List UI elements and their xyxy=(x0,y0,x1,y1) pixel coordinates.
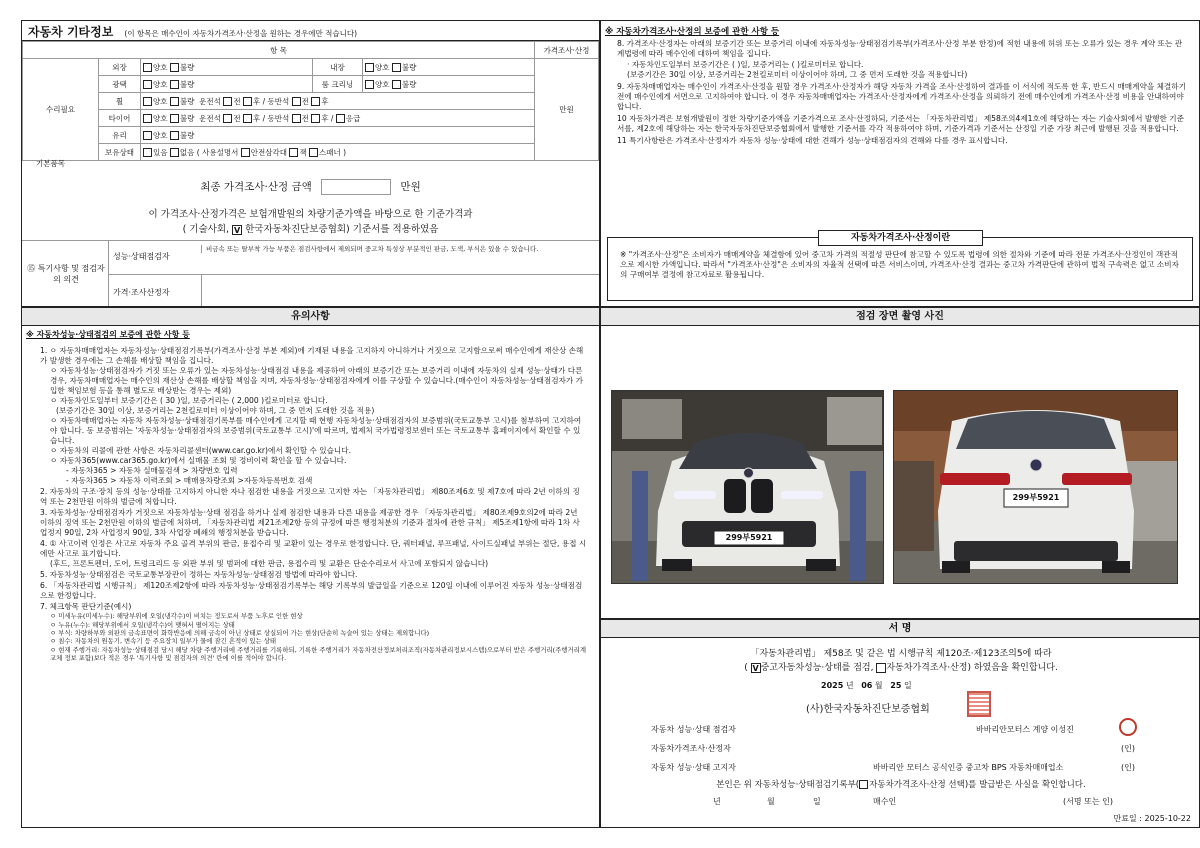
note-item: - 자동차365 > 자동차 실매물검색 > 차량번호 입력 xyxy=(66,466,238,476)
signature-title: 서 명 xyxy=(601,620,1199,638)
criteria-item: ㅇ 부식: 차량하부와 외판의 금속표면이 화학반응에 의해 금속이 아닌 상태로 상실되어 가는 현상(단순히 녹슬어 있는 상태는 제외합니다) xyxy=(50,629,430,638)
basis-opt2: 한국자동차진단보증협회) 기준서를 적용하였음 xyxy=(245,224,439,235)
note-item: ㅇ 자동차인도일부터 보증기간은 ( 30 )일, 보증거리는 ( 2,000 )킬로미터로 합니다. xyxy=(50,396,328,406)
sig-date: 2025 년 06 월 25 일 xyxy=(821,681,912,690)
tire-good-checkbox[interactable] xyxy=(143,114,152,123)
sig-line1: 「자동차관리법」 제58조 및 같은 법 시행규칙 제120조·제123조의5에 따라 xyxy=(750,649,1052,659)
buyer-sign: (서명 또는 인) xyxy=(1063,797,1113,806)
gloss-checks: 양호 불량 xyxy=(141,76,313,93)
basis-options xyxy=(22,221,599,235)
col-price: 가격조사·산정 xyxy=(535,42,599,59)
final-price-row xyxy=(22,179,599,195)
wheel-pass-rear-checkbox[interactable] xyxy=(311,97,320,106)
basis-opt1: ( 기술사회, xyxy=(182,224,230,235)
photos-panel xyxy=(600,307,1200,619)
interior-good-checkbox[interactable] xyxy=(365,63,374,72)
basic-label: 기본품목 xyxy=(36,159,65,168)
tire-driver-rear-checkbox[interactable] xyxy=(243,114,252,123)
wheel-pass-front-checkbox[interactable] xyxy=(292,97,301,106)
note-item: 2. 자동차의 구조·장치 등의 성능·상태를 고지하지 아니한 자나 점검한 내용을 거짓으로 고지한 자는 「자동차관리법」 제80조제6호 및 제7호에 따라 2년 이하의 징역 또는 2천만원 이하의 벌금에 처합니다. xyxy=(40,487,580,507)
tire-pass-rear-checkbox[interactable] xyxy=(311,114,320,123)
exterior-bad-checkbox[interactable] xyxy=(170,63,179,72)
buyer-year: 년 xyxy=(713,797,721,806)
basic-checks: 있음 없음 ( 사용설명서 안전삼각대 잭 스패너 ) xyxy=(141,144,535,161)
room-clean-checks: 양호 불량 xyxy=(362,76,534,93)
exterior-good-checkbox[interactable] xyxy=(143,63,152,72)
final-price-label: 최종 가격조사·산정 금액 xyxy=(200,181,312,193)
expiry-date: 만료일 : 2025-10-22 xyxy=(1113,814,1191,823)
criteria-item: ㅇ 누유(누수): 해당부위에서 오일(냉각수)이 맺혀서 떨어지는 상태 xyxy=(50,620,235,629)
other-info-header xyxy=(22,21,599,41)
other-info-title: 자동차 기타정보 xyxy=(28,25,114,39)
row-gloss: 광택 xyxy=(99,76,141,93)
basis-text: 이 가격조사·산정가격은 보험개발원의 차량기준가액을 바탕으로 한 기준가격과 xyxy=(148,209,473,220)
price-def-title: 자동차가격조사·산정이란 xyxy=(818,230,983,246)
special-label: ⑮ 특기사항 및 점검자의 의견 xyxy=(27,264,105,285)
sig-check2[interactable] xyxy=(876,663,886,673)
special-section xyxy=(22,240,599,307)
rear-car-illustration xyxy=(894,391,1178,584)
wheel-checks: 양호 불량 운전석 전 후 / 동반석 전 후 xyxy=(141,93,535,110)
basic-none-checkbox[interactable] xyxy=(170,148,179,157)
buyer-label: 매수인 xyxy=(873,797,897,806)
guarantee-item: · 자동차인도일부터 보증기간은 ( )일, 보증거리는 ( )킬로미터로 합니다. xyxy=(627,60,864,70)
guarantee-item: 9. 자동차매매업자는 매수인이 가격조사·산정을 원할 경우 가격조사·산정자가 해당 자동차 가격을 조사·산정하여 결과를 이 서식에 적도록 한 후, 반드시 매매계약을 체결하기 전에 매수인에게 서면으로 고지하여야 합니다. 이 경우 자동차매매업자는 가격조사·산정자에게 가격조사·산정을 의뢰하기 전에 매수인에게 가격조사·산정 비용을 안내하여야 합니다. xyxy=(617,82,1186,112)
photos-title: 점검 장면 촬영 사진 xyxy=(601,308,1199,326)
sig-price-label: 자동차가격조사·산정자 xyxy=(651,744,731,753)
notes-panel xyxy=(21,307,600,828)
front-car-photo xyxy=(611,390,884,584)
rear-car-photo xyxy=(893,390,1178,584)
interior-bad-checkbox[interactable] xyxy=(392,63,401,72)
triangle-checkbox[interactable] xyxy=(241,148,250,157)
org-seal-stamp xyxy=(967,691,991,717)
tire-emergency-checkbox[interactable] xyxy=(336,114,345,123)
row-room-clean: 룸 크리닝 xyxy=(312,76,362,93)
sig-inspector-label: 자동차 성능·상태 점검자 xyxy=(651,725,736,734)
repair-label: 수리필요 xyxy=(23,59,99,161)
note-item: ㅇ 자동차성능·상태점검자가 거짓 또는 오류가 있는 자동차성능·상태점검 내용을 제공하여 아래의 보증기간 또는 보증거리 이내에 자동차의 실제 성능·상태가 다른 경우, 자동차매매업자는 매수인의 재산상 손해를 배상할 책임을 지며, 자동차성능·상태점검자에게 이를 구상할 수 있습니다.(매수인이 자동차성능·상태점검자가 가입한 책임보험 등을 통해 별도로 배상받는 경우는 제외) xyxy=(50,366,583,396)
inspector-seal-stamp xyxy=(1119,718,1137,736)
front-plate-text: 299부5921 xyxy=(725,533,773,542)
glass-checks: 양호 불량 xyxy=(141,127,535,144)
criteria-list xyxy=(40,612,587,662)
sig-notice-label: 자동차 성능·상태 고지자 xyxy=(651,763,736,772)
price-def-box xyxy=(607,233,1193,301)
note-item: 1. ㅇ 자동차매매업자는 자동차성능·상태점검기록부(가격조사·산정 부분 제외)에 기재된 내용을 고지하지 아니하거나 거짓으로 고지함으로써 매수인에게 재산상 손해가 발생한 경우에는 그 손해를 배상할 책임을 집니다. xyxy=(40,346,584,366)
guarantee-price-panel xyxy=(600,20,1200,307)
sig-year: 2025 xyxy=(821,681,844,690)
row-exterior: 외장 xyxy=(99,59,141,76)
room-clean-bad-checkbox[interactable] xyxy=(392,80,401,89)
other-info-panel xyxy=(21,20,600,307)
notes-items xyxy=(22,346,599,662)
sig-check1[interactable]: V xyxy=(752,663,759,673)
final-price-unit: 만원 xyxy=(400,181,421,193)
sig-opt2: 자동차가격조사·산정) 하였음을 확인합니다. xyxy=(886,663,1058,673)
note-item: 3. 자동차성능·상태점검자가 거짓으로 자동차성능·상태 점검을 하거나 실제 점검한 내용과 다른 내용을 제공한 경우 「자동차관리법」 제80조제9호의2에 따라 2년 이하의 징역 또는 2천만원 이하의 벌금에 처하며, 「자동차관리법 제21조제2항 등의 규정에 따른 행정처분의 기준과 절차에 관한 규칙」 제5조제1항에 따라 1차 사업정지 90일, 2차 사업정지 90일, 3차 사업장 폐쇄의 행정처분을 받습니다. xyxy=(40,508,580,538)
criteria-item: ㅇ 침수: 자동차의 원동기, 변속기 등 주요장치 일부가 물에 잠긴 흔적이 있는 상태 xyxy=(50,637,277,646)
gloss-good-checkbox[interactable] xyxy=(143,80,152,89)
special-perf-text: 비금속 또는 탈부착 가능 부품은 점검사항에서 제외되며 중고차 특성상 부분적인 판금, 도색, 부식은 있을 수 있습니다. xyxy=(201,245,593,253)
signature-panel xyxy=(600,619,1200,828)
sig-price-in: (인) xyxy=(1121,744,1135,753)
exterior-checks: 양호 불량 xyxy=(141,59,313,76)
sig-receipt-checkbox[interactable] xyxy=(859,780,868,789)
note-item: 5. 자동차성능·상태점검은 국토교통부장관이 정하는 자동차성능·상태점검 방법에 따라야 합니다. xyxy=(40,570,358,580)
basis-opt2-checkbox[interactable]: V xyxy=(233,225,241,235)
glass-bad-checkbox[interactable] xyxy=(170,131,179,140)
note-item: (후드, 프론트펜더, 도어, 트렁크리드 등 외판 부위 및 범퍼에 대한 판금, 용접수리 및 교환은 단순수리로서 사고에 포함되지 않습니다) xyxy=(50,559,489,569)
basic-own-label: 보유상태 xyxy=(99,144,141,161)
final-price-input[interactable] xyxy=(321,179,391,195)
wheel-driver-rear-checkbox[interactable] xyxy=(243,97,252,106)
sig-month: 06 xyxy=(861,681,873,690)
tire-driver-front-checkbox[interactable] xyxy=(223,114,232,123)
sig-line2: ( V 중고자동차성능·상태를 점검, 자동차가격조사·산정) 하였음을 확인합니다. xyxy=(744,663,1058,673)
rear-plate-text: 299부5921 xyxy=(1012,493,1060,502)
guarantee-price-title: ※ 자동차가격조사·산정의 보증에 관한 사항 등 xyxy=(605,27,780,37)
note-item: 4. ① 사고이력 인정은 사고로 자동차 주요 골격 부위의 판금, 용접수리 및 교환이 있는 경우로 한정합니다. 단, 쿼터패널, 루프패널, 사이드실패널 부위는 절단, 용접 시에만 사고로 표기합니다. xyxy=(40,539,587,559)
buyer-month: 월 xyxy=(767,797,775,806)
row-interior: 내장 xyxy=(312,59,362,76)
sig-notice-in: (인) xyxy=(1121,763,1135,772)
sig-org: (사)한국자동차진단보증협회 xyxy=(806,704,930,715)
price-def-text: ※ "가격조사·산정"은 소비자가 매매계약을 체결함에 있어 중고차 가격의 적절성 판단에 참고할 수 있도록 법령에 의한 절차와 기준에 따라 전문 가격조사·산정인이 객관적으로 제시한 가액입니다. 따라서 "가격조사·산정"은 소비자의 자율적 선택에 따른 서비스이며, 가격조사·산정 결과는 중고차 가격판단에 관하여 법적 구속력은 없고 소비자의 구매여부 결정에 참고자료로 활용됩니다. xyxy=(620,250,1179,280)
wheel-good-checkbox[interactable] xyxy=(143,97,152,106)
sig-notice-value: 바바리안 모터스 공식인증 중고차 BPS 자동차매매업소 xyxy=(873,763,1064,772)
special-price-label: 가격·조사산정자 xyxy=(113,288,170,297)
other-info-table xyxy=(22,41,599,161)
guarantee-item: (보증기간은 30일 이상, 보증거리는 2천킬로미터 이상이어야 하며, 그 중 먼저 도래한 것을 적용합니다) xyxy=(627,70,968,80)
basic-has-checkbox[interactable] xyxy=(143,148,152,157)
tire-bad-checkbox[interactable] xyxy=(170,114,179,123)
sig-opt1: 중고자동차성능·상태를 점검, xyxy=(760,663,874,673)
buyer-day: 일 xyxy=(813,797,821,806)
sig-inspector-value: 바바리안모터스 계양 이성진 xyxy=(976,725,1074,734)
note-item: 7. 체크항목 판단기준(예시) xyxy=(40,602,132,612)
special-perf-label: 성능·상태점검자 xyxy=(113,252,170,261)
other-info-note: (이 항목은 매수인이 자동차가격조사·산정을 원하는 경우에만 적습니다) xyxy=(124,29,358,38)
guarantee-item: 10 자동차가격은 보험개발원이 정한 차량기준가액을 기준가격으로 조사·산정하되, 기준서는 「자동차관리법」 제58조의4제1호에 해당하는 자는 기술사회에서 발행한 기준서를, 제2호에 해당하는 자는 한국자동차진단보증협회에서 발행한 기준서를 각각 적용하여야 하며, 기준가격과 기준서는 산정일 기준 가장 최근에 발행된 것을 적용합니다. xyxy=(617,114,1184,134)
wheel-bad-checkbox[interactable] xyxy=(170,97,179,106)
special-price-field[interactable] xyxy=(201,275,600,307)
guarantee-item: 11 특기사항란은 가격조사·산정자가 자동차 성능·상태에 대한 견해가 성능·상태점검자의 견해와 다를 경우 표시합니다. xyxy=(617,136,1008,146)
front-car-illustration xyxy=(612,391,884,584)
notes-title: 유의사항 xyxy=(22,308,599,326)
note-item: 6. 「자동차관리법 시행규칙」 제120조제2항에 따라 자동차성능·상태점검기록부는 해당 기록부의 발급일을 기준으로 120일 이내에 이루어진 자동차 성능·상태점검으로 한정합니다. xyxy=(40,581,583,601)
guarantee-items xyxy=(601,39,1199,146)
row-glass: 유리 xyxy=(99,127,141,144)
glass-good-checkbox[interactable] xyxy=(143,131,152,140)
interior-checks: 양호 불량 xyxy=(362,59,534,76)
spanner-checkbox[interactable] xyxy=(309,148,318,157)
room-clean-good-checkbox[interactable] xyxy=(365,80,374,89)
wheel-driver-front-checkbox[interactable] xyxy=(223,97,232,106)
note-item: ㅇ 자동차365(www.car365.go.kr)에서 실매물 조회 및 정비이력 확인을 할 수 있습니다. xyxy=(50,456,347,466)
guarantee-item: 8. 가격조사·산정자는 아래의 보증기간 또는 보증거리 이내에 자동차성능·상태점검기록부(가격조사·산정 부분 한정)에 적힌 내용에 허위 또는 오류가 있는 경우 계약 또는 관계법령에 따라 매수인에 대하여 책임을 집니다. xyxy=(617,39,1183,59)
sig-receipt-text1: 본인은 위 자동차성능·상태점검기록부( xyxy=(716,780,860,790)
note-item: - 자동차365 > 자동차 이력조회 > 매매용차량조회 >자동차등록번호 검색 xyxy=(66,476,313,486)
sig-day: 25 xyxy=(890,681,902,690)
row-wheel: 휠 xyxy=(99,93,141,110)
tire-pass-front-checkbox[interactable] xyxy=(292,114,301,123)
tire-checks: 양호 불량 운전석 전 후 / 동반석 전 후 / 응급 xyxy=(141,110,535,127)
sig-receipt-text2: 자동차가격조사·산정 선택)를 발급받은 사실을 확인합니다. xyxy=(869,780,1086,790)
jack-checkbox[interactable] xyxy=(289,148,298,157)
note-item: ㅇ 자동차매매업자는 자동차 자동차성능·상태점검기록부를 매수인에게 고지할 때 현행 자동차성능·상태점검자의 보증범위(국토교통부 고시)를 첨부하여 고지하여야 합니다. 동 보증범위는 '자동차성능·상태점검자의 보증범위(국토교통부 고시)'에 따르며, 법제처 국가법령정보센터 또는 국토교통부 홈페이지에서 확인할 수 있습니다. xyxy=(50,416,582,446)
note-item: (보증기간은 30일 이상, 보증거리는 2천킬로미터 이상이어야 하며, 그 중 먼저 도래한 것을 적용) xyxy=(56,406,375,416)
criteria-item: ㅇ 미세누유(미세누수): 해당부위에 오일(냉각수)이 비치는 정도로서 부품 노후로 인한 현상 xyxy=(50,612,303,621)
note-item: ㅇ 자동차의 리콜에 관한 사항은 자동차리콜센터(www.car.go.kr)에서 확인할 수 있습니다. xyxy=(50,446,351,456)
sig-receipt xyxy=(601,778,1200,790)
price-unit: 만원 xyxy=(535,59,599,161)
col-item: 항 목 xyxy=(23,42,535,59)
row-tire: 타이어 xyxy=(99,110,141,127)
criteria-item: ㅇ 현재 주행거리: 자동차성능·상태점검 당시 해당 차량 주행거리에 주행거리를 기록하되, 기록한 주행거리가 자동차전산정보처리조직(자동차관리정보시스템)으로부터 받은 주행거리(주행거리계 교체 정보 포함)보다 적은 경우 '특기사항 및 점검자의 의견' 란에 이를 적어야 합니다. xyxy=(50,645,586,663)
notes-subtitle: ※ 자동차성능·상태점검의 보증에 관한 사항 등 xyxy=(26,330,190,339)
gloss-bad-checkbox[interactable] xyxy=(170,80,179,89)
